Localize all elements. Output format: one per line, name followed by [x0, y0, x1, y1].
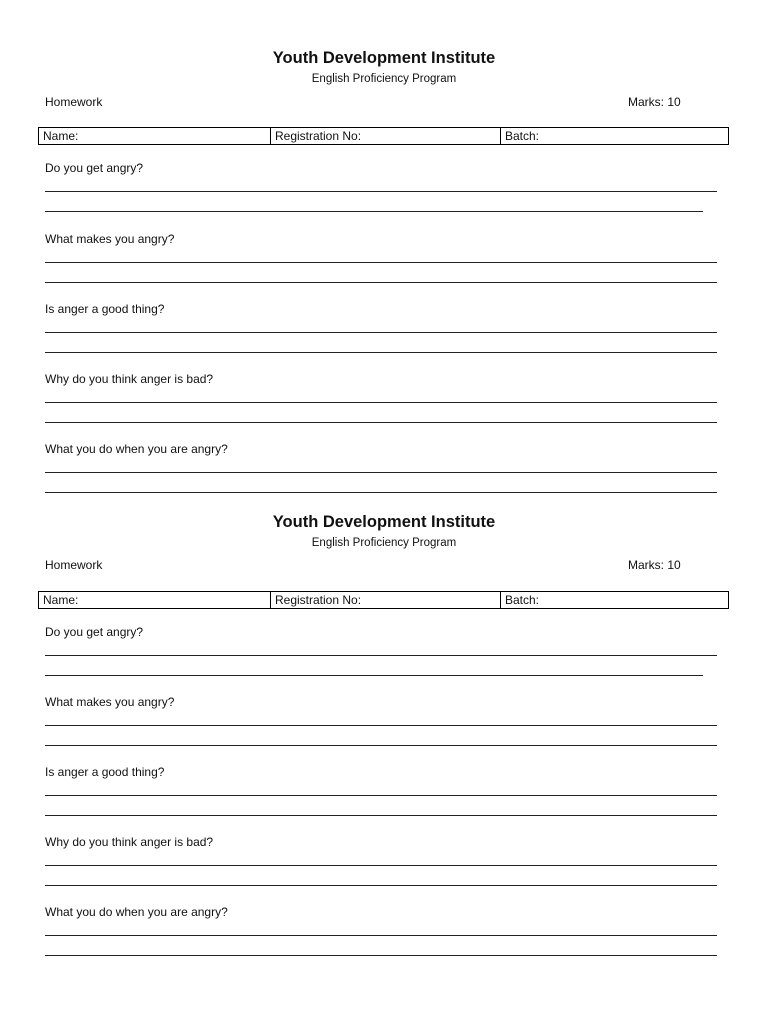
answer-line[interactable] [45, 352, 717, 353]
answer-line[interactable] [45, 191, 717, 192]
name-field[interactable]: Name: [39, 128, 271, 144]
question-label: Is anger a good thing? [45, 302, 165, 316]
question-label: What you do when you are angry? [45, 905, 228, 919]
question-label: Why do you think anger is bad? [45, 835, 214, 849]
answer-line[interactable] [45, 815, 717, 816]
registration-field[interactable]: Registration No: [271, 592, 501, 608]
program-subtitle: English Proficiency Program [311, 73, 457, 85]
question-label: Why do you think anger is bad? [45, 372, 214, 386]
answer-line[interactable] [45, 262, 717, 263]
question-label: What makes you angry? [45, 232, 175, 246]
batch-field[interactable]: Batch: [505, 593, 540, 607]
marks-label: Marks: 10 [628, 95, 681, 109]
answer-line[interactable] [45, 865, 717, 866]
question-label: Is anger a good thing? [45, 765, 165, 779]
answer-line[interactable] [45, 745, 717, 746]
batch-field[interactable]: Batch: [505, 129, 540, 143]
homework-sheet-2 [0, 464, 768, 927]
answer-line[interactable] [45, 935, 717, 936]
answer-line[interactable] [45, 675, 703, 676]
institute-title: Youth Development Institute [272, 513, 496, 531]
registration-field[interactable]: Registration No: [271, 128, 501, 144]
question-label: Do you get angry? [45, 161, 144, 175]
answer-line[interactable] [45, 655, 717, 656]
answer-line[interactable] [45, 955, 717, 956]
homework-sheet-1 [0, 0, 768, 463]
homework-label: Homework [45, 558, 103, 572]
answer-line[interactable] [45, 332, 717, 333]
answer-line[interactable] [45, 422, 717, 423]
question-label: Do you get angry? [45, 625, 144, 639]
question-label: What makes you angry? [45, 695, 175, 709]
question-label: What you do when you are angry? [45, 442, 228, 456]
answer-line[interactable] [45, 282, 717, 283]
name-field[interactable]: Name: [39, 592, 271, 608]
answer-line[interactable] [45, 885, 717, 886]
homework-label: Homework [45, 95, 103, 109]
student-info-table [38, 591, 729, 609]
answer-line[interactable] [45, 725, 717, 726]
marks-label: Marks: 10 [628, 558, 681, 572]
answer-line[interactable] [45, 795, 717, 796]
answer-line[interactable] [45, 402, 717, 403]
institute-title: Youth Development Institute [272, 49, 496, 67]
program-subtitle: English Proficiency Program [311, 537, 457, 549]
answer-line[interactable] [45, 211, 703, 212]
student-info-table [38, 127, 729, 145]
